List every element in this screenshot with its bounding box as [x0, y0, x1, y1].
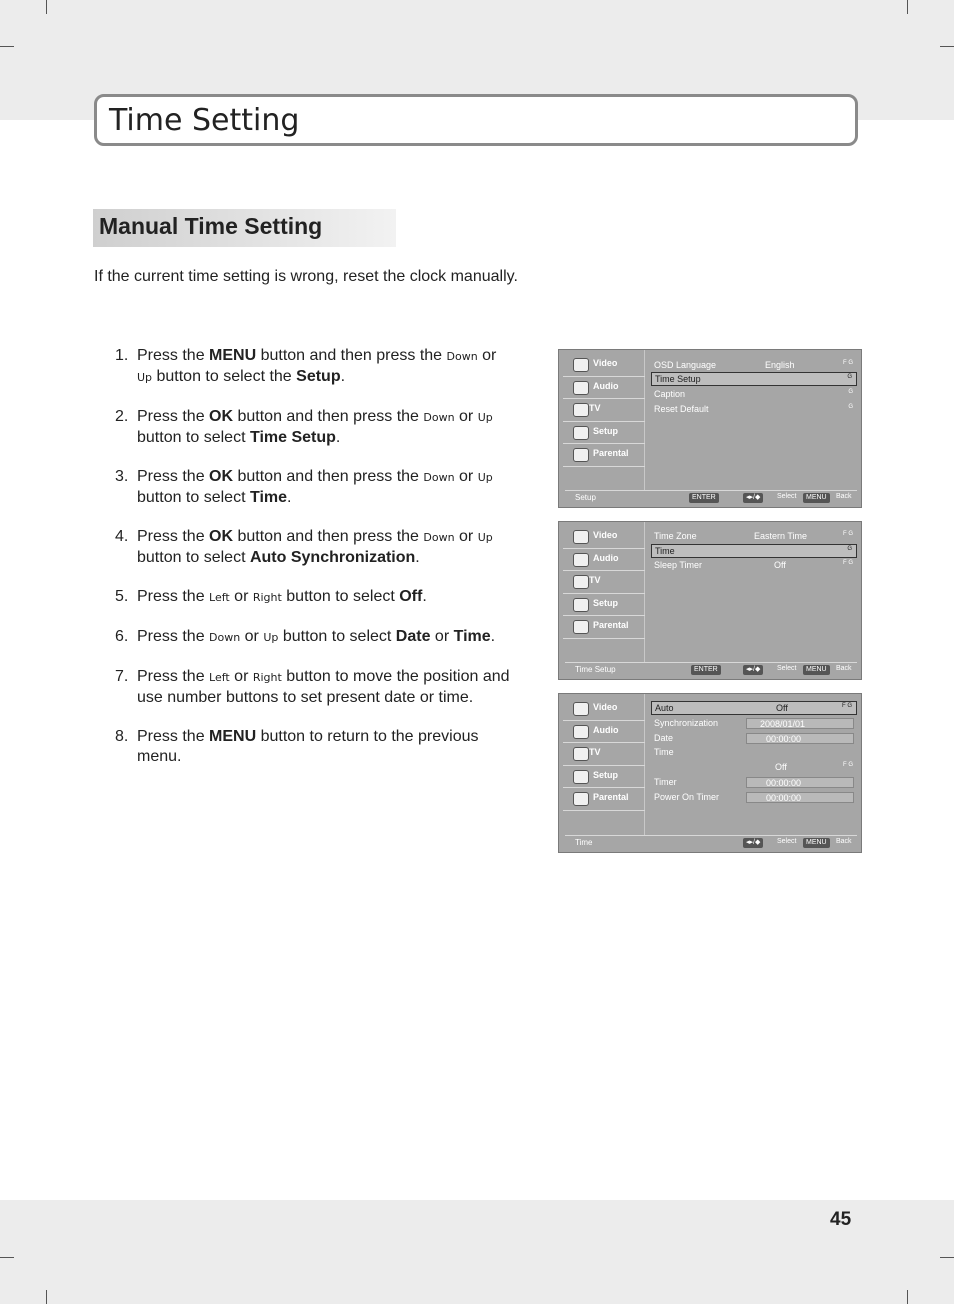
side-item-label: Parental	[593, 620, 629, 630]
step-text	[137, 667, 515, 708]
step-item	[115, 667, 515, 708]
field-value: 00:00:00	[766, 734, 802, 744]
text-run: or	[229, 668, 253, 685]
text-run: Press the	[137, 468, 210, 485]
key-name: Up	[137, 371, 153, 384]
row-marker: G	[847, 546, 852, 552]
crop-mark	[0, 46, 14, 47]
tv-icon	[573, 575, 589, 589]
key-name: Right	[252, 591, 282, 604]
power-on-timer-field	[746, 792, 854, 803]
text-run: or	[430, 628, 454, 645]
step-item	[115, 467, 515, 508]
setup-icon	[573, 770, 589, 784]
step-number: 1.	[115, 347, 129, 364]
text-run: Press the	[137, 628, 210, 645]
side-item-label: Video	[593, 530, 618, 540]
back-label: Back	[836, 493, 852, 500]
arrows-key: ◂▸/◆	[743, 665, 763, 675]
side-item-tv	[563, 399, 645, 422]
step-number: 8.	[115, 728, 129, 745]
side-item-label: Audio	[593, 552, 619, 563]
bottom-bar-title: Setup	[575, 493, 596, 502]
audio-icon	[573, 381, 589, 395]
row-marker: F G	[843, 560, 853, 566]
text-run: or	[454, 408, 478, 425]
side-item-label: Video	[593, 358, 618, 368]
field-value: 2008/01/01	[760, 719, 806, 729]
intro-text: If the current time setting is wrong, reset the clock manually.	[94, 268, 518, 285]
key-name: Left	[209, 671, 230, 684]
step-item	[115, 587, 515, 608]
text-run: button to select	[137, 489, 250, 506]
osd-row	[651, 530, 857, 544]
arrows-key: ◂▸/◆	[743, 493, 763, 503]
key-name: Up	[263, 631, 279, 644]
osd-bottom-bar	[565, 835, 857, 850]
side-item-setup	[563, 422, 645, 445]
side-item-setup	[563, 766, 645, 789]
video-icon	[573, 530, 589, 544]
row-label: Time Setup	[655, 374, 701, 384]
video-icon	[573, 358, 589, 372]
row-value: Off	[774, 560, 786, 570]
page-title-box	[94, 94, 858, 146]
date-field	[746, 718, 854, 729]
side-item-label: Setup	[593, 425, 619, 436]
step-text	[137, 407, 515, 448]
section-header	[93, 209, 396, 247]
page-title: Time Setting	[109, 103, 300, 138]
step-number: 5.	[115, 588, 129, 605]
side-item-video	[563, 526, 645, 549]
text-run: button to return to the previous menu.	[137, 728, 479, 765]
text-run: Press the	[137, 347, 210, 364]
select-label: Select	[777, 493, 797, 500]
parental-icon	[573, 620, 589, 634]
step-item	[115, 727, 515, 767]
osd-row	[651, 359, 857, 373]
enter-key: ENTER	[689, 493, 719, 503]
row-label: Reset Default	[654, 404, 709, 414]
bottom-bar-title: Time	[575, 838, 593, 847]
row-value: English	[765, 360, 795, 370]
row-label: OSD Language	[654, 360, 717, 370]
bold-term: Date	[395, 628, 431, 645]
osd-bottom-bar	[565, 662, 857, 677]
text-run: button and then press the	[256, 347, 447, 364]
bold-term: MENU	[209, 728, 257, 745]
step-item	[115, 627, 515, 648]
time-field	[746, 733, 854, 744]
menu-key: MENU	[803, 493, 830, 503]
step-number: 7.	[115, 668, 129, 685]
row-marker: G	[847, 374, 852, 380]
arrows-key: ◂▸/◆	[743, 838, 763, 848]
text-run: .	[422, 588, 427, 605]
text-run: button and then press the	[233, 528, 424, 545]
key-name: Up	[477, 531, 493, 544]
tv-icon	[573, 403, 589, 417]
side-item-label: Audio	[593, 380, 619, 391]
row-marker: F G	[843, 360, 853, 366]
side-item-parental	[563, 444, 645, 467]
crop-mark	[940, 1257, 954, 1258]
key-name: Down	[446, 350, 478, 363]
timer-field	[746, 777, 854, 788]
osd-row-selected	[651, 544, 857, 558]
audio-icon	[573, 553, 589, 567]
side-item-label: TV	[589, 747, 601, 757]
step-number: 4.	[115, 528, 129, 545]
bold-term: Time	[249, 489, 288, 506]
back-label: Back	[836, 838, 852, 845]
step-number: 3.	[115, 468, 129, 485]
crop-mark	[46, 1290, 47, 1304]
field-value: 00:00:00	[766, 778, 802, 788]
key-name: Right	[252, 671, 282, 684]
text-run: button to select	[137, 429, 250, 446]
osd-row-selected	[651, 701, 857, 715]
row-label: Time	[654, 747, 674, 757]
row-marker: G	[848, 404, 853, 410]
step-text	[137, 627, 515, 648]
osd-row	[651, 388, 857, 402]
osd-row	[651, 559, 857, 573]
side-item-tv	[563, 571, 645, 594]
row-label: Power On Timer	[654, 792, 720, 802]
row-label: Auto	[655, 703, 674, 713]
tv-icon	[573, 747, 589, 761]
enter-key: ENTER	[691, 665, 721, 675]
text-run: button and then press the	[233, 468, 424, 485]
step-text	[137, 587, 515, 608]
step-list	[115, 346, 515, 786]
side-item-label: Parental	[593, 448, 629, 458]
key-name: Up	[477, 471, 493, 484]
bold-term: OK	[209, 468, 234, 485]
side-item-label: Setup	[593, 597, 619, 608]
setup-icon	[573, 426, 589, 440]
osd-bottom-bar	[565, 490, 857, 505]
step-text	[137, 346, 515, 388]
row-label: Date	[654, 733, 674, 743]
text-run: Press the	[137, 528, 210, 545]
osd-screen-time-setup	[558, 521, 862, 680]
step-item	[115, 527, 515, 568]
osd-row	[651, 746, 857, 760]
text-run: .	[287, 489, 292, 506]
side-item-parental	[563, 616, 645, 639]
step-text	[137, 727, 515, 767]
side-item-label: TV	[589, 403, 601, 413]
key-name: Down	[423, 531, 455, 544]
select-label: Select	[777, 665, 797, 672]
bold-term: Auto Synchronization	[249, 549, 416, 566]
text-run: .	[490, 628, 496, 645]
side-item-label: Setup	[593, 769, 619, 780]
row-value: Off	[776, 703, 788, 713]
osd-side-menu	[563, 354, 645, 467]
menu-key: MENU	[803, 838, 830, 848]
parental-icon	[573, 792, 589, 806]
side-item-audio	[563, 549, 645, 572]
row-marker: F G	[842, 703, 852, 709]
side-item-setup	[563, 594, 645, 617]
select-label: Select	[777, 838, 797, 845]
osd-row-selected	[651, 372, 857, 386]
bold-term: Time Setup	[249, 429, 336, 446]
text-run: or	[240, 628, 264, 645]
video-icon	[573, 702, 589, 716]
page-number: 45	[830, 1209, 852, 1230]
row-label: Sleep Timer	[654, 560, 703, 570]
step-number: 6.	[115, 628, 129, 645]
field-value: 00:00:00	[766, 793, 802, 803]
row-label: Time Zone	[654, 531, 697, 541]
key-name: Down	[423, 471, 455, 484]
bottom-band	[0, 1200, 954, 1304]
text-run: button to select	[137, 549, 250, 566]
side-item-label: Parental	[593, 792, 629, 802]
setup-icon	[573, 598, 589, 612]
bold-term: MENU	[209, 347, 257, 364]
side-item-label: Audio	[593, 724, 619, 735]
row-marker: F G	[843, 762, 853, 768]
step-item	[115, 346, 515, 388]
side-item-tv	[563, 743, 645, 766]
text-run: Press the	[137, 728, 210, 745]
text-run: button and then press the	[233, 408, 424, 425]
bold-term: OK	[209, 408, 234, 425]
side-item-parental	[563, 788, 645, 811]
crop-mark	[907, 0, 908, 14]
crop-mark	[907, 1290, 908, 1304]
key-name: Down	[209, 631, 241, 644]
side-item-label: TV	[589, 575, 601, 585]
row-marker: F G	[843, 531, 853, 537]
text-run: button to select the	[152, 368, 297, 385]
key-name: Up	[477, 411, 493, 424]
side-item-audio	[563, 377, 645, 400]
bold-term: OK	[209, 528, 234, 545]
section-title: Manual Time Setting	[99, 213, 323, 239]
menu-key: MENU	[803, 665, 830, 675]
key-name: Left	[209, 591, 230, 604]
bold-term: Setup	[296, 368, 341, 385]
bold-term: Off	[399, 588, 423, 605]
row-value: Eastern Time	[754, 531, 808, 541]
osd-side-menu	[563, 698, 645, 811]
step-number: 2.	[115, 408, 129, 425]
side-item-video	[563, 698, 645, 721]
side-item-audio	[563, 721, 645, 744]
text-run: .	[415, 549, 420, 566]
parental-icon	[573, 448, 589, 462]
text-run: button to move the position and use number buttons to set present date or time.	[137, 668, 510, 706]
crop-mark	[0, 1257, 14, 1258]
osd-screen-setup	[558, 349, 862, 508]
key-name: Down	[423, 411, 455, 424]
crop-mark	[940, 46, 954, 47]
side-item-video	[563, 354, 645, 377]
row-label: Caption	[654, 389, 686, 399]
row-label: Timer	[654, 777, 677, 787]
text-run: .	[340, 368, 346, 385]
row-value: Off	[775, 762, 787, 772]
text-run: or	[477, 347, 497, 364]
audio-icon	[573, 725, 589, 739]
row-label: Time	[655, 546, 675, 556]
text-run: .	[335, 429, 341, 446]
osd-row	[651, 761, 857, 775]
crop-mark	[46, 0, 47, 14]
text-run: Press the	[137, 408, 210, 425]
osd-row	[651, 403, 857, 417]
text-run: or	[454, 468, 478, 485]
row-label: Synchronization	[654, 718, 719, 728]
step-text	[137, 467, 515, 508]
text-run: button to select	[281, 588, 400, 605]
osd-side-menu	[563, 526, 645, 639]
back-label: Back	[836, 665, 852, 672]
bold-term: Time	[453, 628, 491, 645]
text-run: Press the	[137, 588, 210, 605]
row-marker: G	[848, 389, 853, 395]
text-run: or	[454, 528, 478, 545]
text-run: Press the	[137, 668, 210, 685]
text-run: or	[229, 588, 253, 605]
step-text	[137, 527, 515, 568]
step-item	[115, 407, 515, 448]
bottom-bar-title: Time Setup	[575, 665, 616, 674]
osd-screen-time	[558, 693, 862, 853]
text-run: button to select	[278, 628, 396, 645]
side-item-label: Video	[593, 702, 618, 712]
